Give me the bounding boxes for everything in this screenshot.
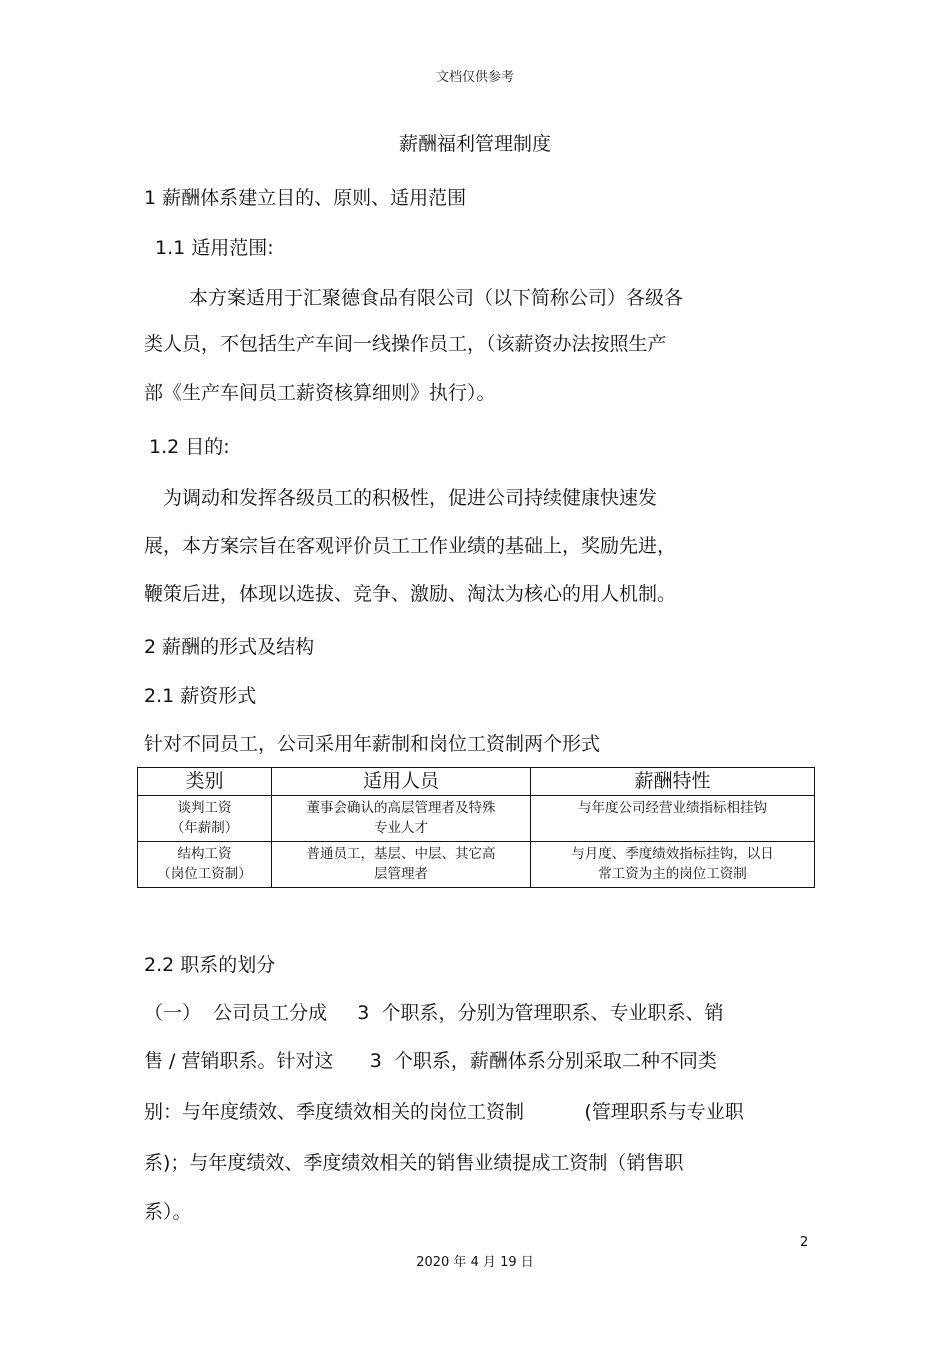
column-header-staff: 适用人员 <box>272 768 531 796</box>
cell-category <box>138 796 272 842</box>
paragraph-line: （一） 公司员工分成 3 个职系，分别为管理职系、专业职系、销 <box>144 1002 724 1024</box>
section-2-2-heading: 2.2 职系的划分 <box>144 954 276 976</box>
paragraph-line: 为调动和发挥各级员工的积极性，促进公司持续健康快速发 <box>163 487 658 509</box>
paragraph-line: 系）。 <box>144 1201 192 1223</box>
section-2-heading: 2 薪酬的形式及结构 <box>144 636 315 658</box>
paragraph-line: 类人员，不包括生产车间一线操作员工，（该薪资办法按照生产 <box>144 333 667 355</box>
cell-category <box>138 842 272 888</box>
paragraph-line: 系)；与年度绩效、季度绩效相关的销售业绩提成工资制（销售职 <box>144 1152 684 1174</box>
table-row <box>138 842 815 888</box>
column-header-feature: 薪酬特性 <box>531 768 815 796</box>
table-header-row <box>138 768 815 796</box>
salary-form-table <box>137 767 815 888</box>
cell-line: 普通员工，基层、中层、其它高 <box>306 846 496 862</box>
paragraph-line: 鞭策后进，体现以选拔、竞争、激励、淘汰为核心的用人机制。 <box>144 583 677 605</box>
table-row <box>138 796 815 842</box>
paragraph-line: 展，本方案宗旨在客观评价员工工作业绩的基础上，奖励先进， <box>144 535 677 557</box>
cell-staff <box>272 796 531 842</box>
cell-line: 谈判工资 <box>177 800 232 816</box>
section-1-1-heading: 1.1 适用范围: <box>155 237 274 259</box>
cell-line: 层管理者 <box>374 866 428 882</box>
cell-line: 与月度、季度绩效指标挂钩，以日 <box>571 846 774 862</box>
document-title: 薪酬福利管理制度 <box>398 133 551 155</box>
section-2-1-heading: 2.1 薪资形式 <box>144 685 257 707</box>
cell-staff <box>272 842 531 888</box>
cell-line: （岗位工资制） <box>157 866 252 882</box>
cell-line: 专业人才 <box>374 820 428 836</box>
paragraph-line: 别：与年度绩效、季度绩效相关的岗位工资制 (管理职系与专业职 <box>144 1101 744 1123</box>
cell-feature <box>531 796 815 842</box>
section-1-2-heading: 1.2 目的: <box>149 436 230 458</box>
section-1-heading: 1 薪酬体系建立目的、原则、适用范围 <box>144 187 467 209</box>
section-2-1-intro: 针对不同员工，公司采用年薪制和岗位工资制两个形式 <box>144 733 601 755</box>
cell-line: 结构工资 <box>177 846 232 862</box>
page-number: 2 <box>800 1235 809 1250</box>
cell-line: 常工资为主的岗位工资制 <box>598 866 747 882</box>
cell-line: （年薪制） <box>170 820 239 836</box>
paragraph-line: 本方案适用于汇聚德食品有限公司（以下简称公司）各级各 <box>189 287 684 309</box>
cell-feature <box>531 842 815 888</box>
footer-date: 2020 年 4 月 19 日 <box>416 1255 534 1270</box>
column-header-category: 类别 <box>138 768 272 796</box>
cell-line: 与年度公司经营业绩指标相挂钩 <box>578 800 767 816</box>
paragraph-line: 售 / 营销职系。针对这 3 个职系，薪酬体系分别采取二种不同类 <box>144 1050 717 1072</box>
paragraph-line: 部《生产车间员工薪资核算细则》执行）。 <box>144 382 496 404</box>
cell-line: 董事会确认的高层管理者及特殊 <box>306 800 496 816</box>
page-header: 文档仅供参考 <box>435 70 514 85</box>
